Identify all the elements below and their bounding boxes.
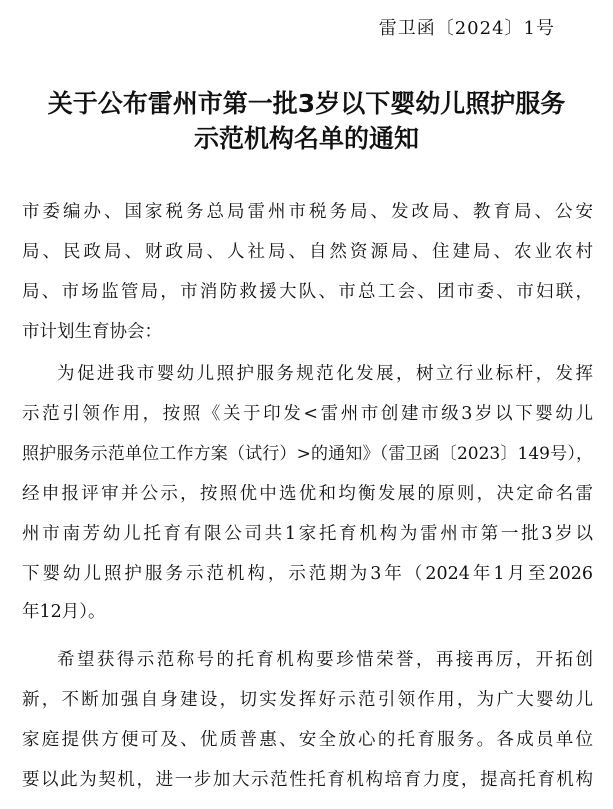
recipients-line: 市计划生育协会： [22,322,162,342]
paragraph-2-line: 新，不断加强自身建设，切实发挥好示范引领作用，为广大婴幼儿 [22,690,593,710]
paragraph-1-line: 经申报评审并公示，按照优中选优和均衡发展的原则，决定命名雷 [22,484,593,504]
paragraph-1-line: 为促进我市婴幼儿照护服务规范化发展，树立行业标杆，发挥 [57,364,593,384]
paragraph-1-line: 下婴幼儿照护服务示范机构，示范期为3年（2024年1月至2026 [22,564,593,584]
document-number: 雷卫函〔2024〕1号 [378,18,555,39]
document-title-line-1: 关于公布雷州市第一批3岁以下婴幼儿照护服务 [47,89,566,118]
paragraph-1-line: 年12月）。 [22,602,106,622]
recipients-line: 局、市场监管局，市消防救援大队、市总工会、团市委、市妇联， [22,282,593,302]
paragraph-2-line: 要以此为契机，进一步加大示范性托育机构培育力度，提高托育机构 [22,770,593,790]
paragraph-1-line: 照护服务示范单位工作方案（试行）>的通知》（雷卫函〔2023〕149号）， [22,444,593,464]
paragraph-2-line: 希望获得示范称号的托育机构要珍惜荣誉，再接再厉，开拓创 [57,650,593,670]
document-title-line-2: 示范机构名单的通知 [193,124,419,153]
paragraph-2-line: 家庭提供方便可及、优质普惠、安全放心的托育服务。各成员单位 [22,730,593,750]
recipients-line: 局、民政局、财政局、人社局、自然资源局、住建局、农业农村 [22,242,593,262]
recipients-line: 市委编办、国家税务总局雷州市税务局、发改局、教育局、公安 [22,202,593,222]
paragraph-1-line: 示范引领作用，按照《关于印发<雷州市创建市级3岁以下婴幼儿 [22,404,593,424]
paragraph-1-line: 州市南芳幼儿托育有限公司共1家托育机构为雷州市第一批3岁以 [22,524,593,544]
